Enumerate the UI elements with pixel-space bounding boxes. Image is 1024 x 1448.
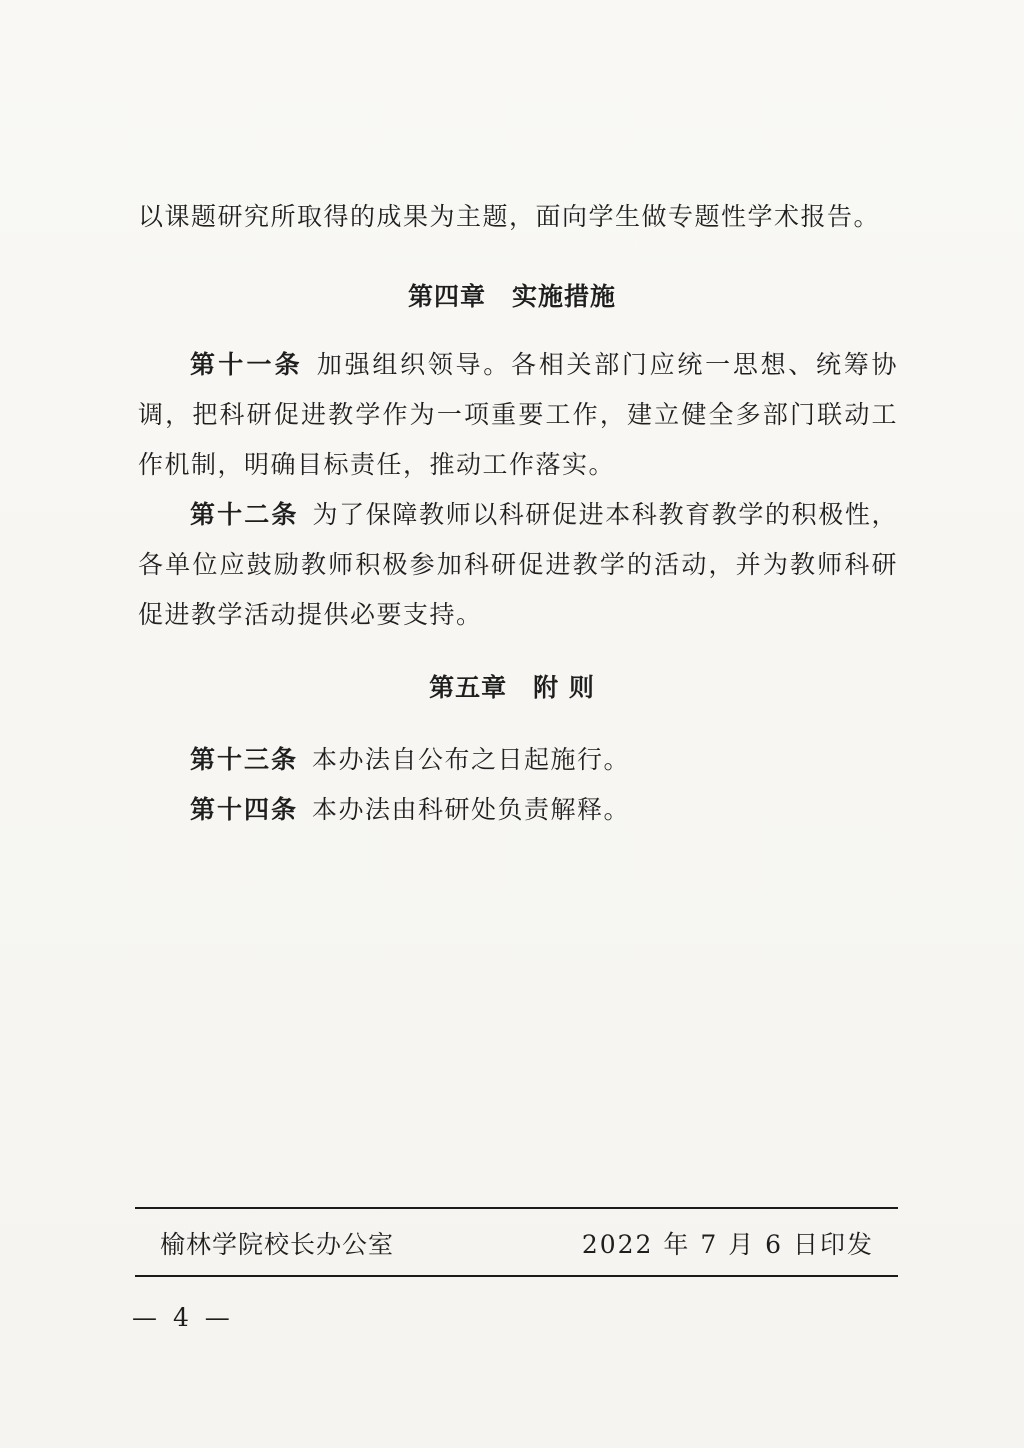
footer-bottom-rule [135,1275,898,1277]
article-12-label: 第十二条 [190,500,299,529]
article-11-label: 第十一条 [190,350,303,379]
article-13-text: 本办法自公布之日起施行。 [312,745,631,774]
article-11 [138,340,898,490]
article-13 [138,735,898,785]
issuing-office: 榆林学院校长办公室 [160,1230,395,1259]
page-number: — 4 — [132,1303,234,1332]
chapter-4-title: 第四章 实施措施 [407,282,616,311]
intro-paragraph: 以课题研究所取得的成果为主题，面向学生做专题性学术报告。 [138,202,881,231]
article-12 [138,490,898,640]
article-14 [138,785,898,835]
article-14-text: 本办法由科研处负责解释。 [312,795,631,824]
footer-top-rule [135,1207,898,1209]
chapter-5-title: 第五章 附 则 [429,673,595,702]
article-14-label: 第十四条 [190,795,299,824]
article-13-label: 第十三条 [190,745,299,774]
article-11-text: 加强组织领导。各相关部门应统一思想、统筹协调，把科研促进教学作为一项重要工作，建立健全多部门联动工作机制，明确目标责任，推动工作落实。 [138,350,898,479]
issue-date: 2022 年 7 月 6 日印发 [581,1230,874,1259]
article-12-text: 为了保障教师以科研促进本科教育教学的积极性，各单位应鼓励教师积极参加科研促进教学的活动，并为教师科研促进教学活动提供必要支持。 [138,500,898,629]
